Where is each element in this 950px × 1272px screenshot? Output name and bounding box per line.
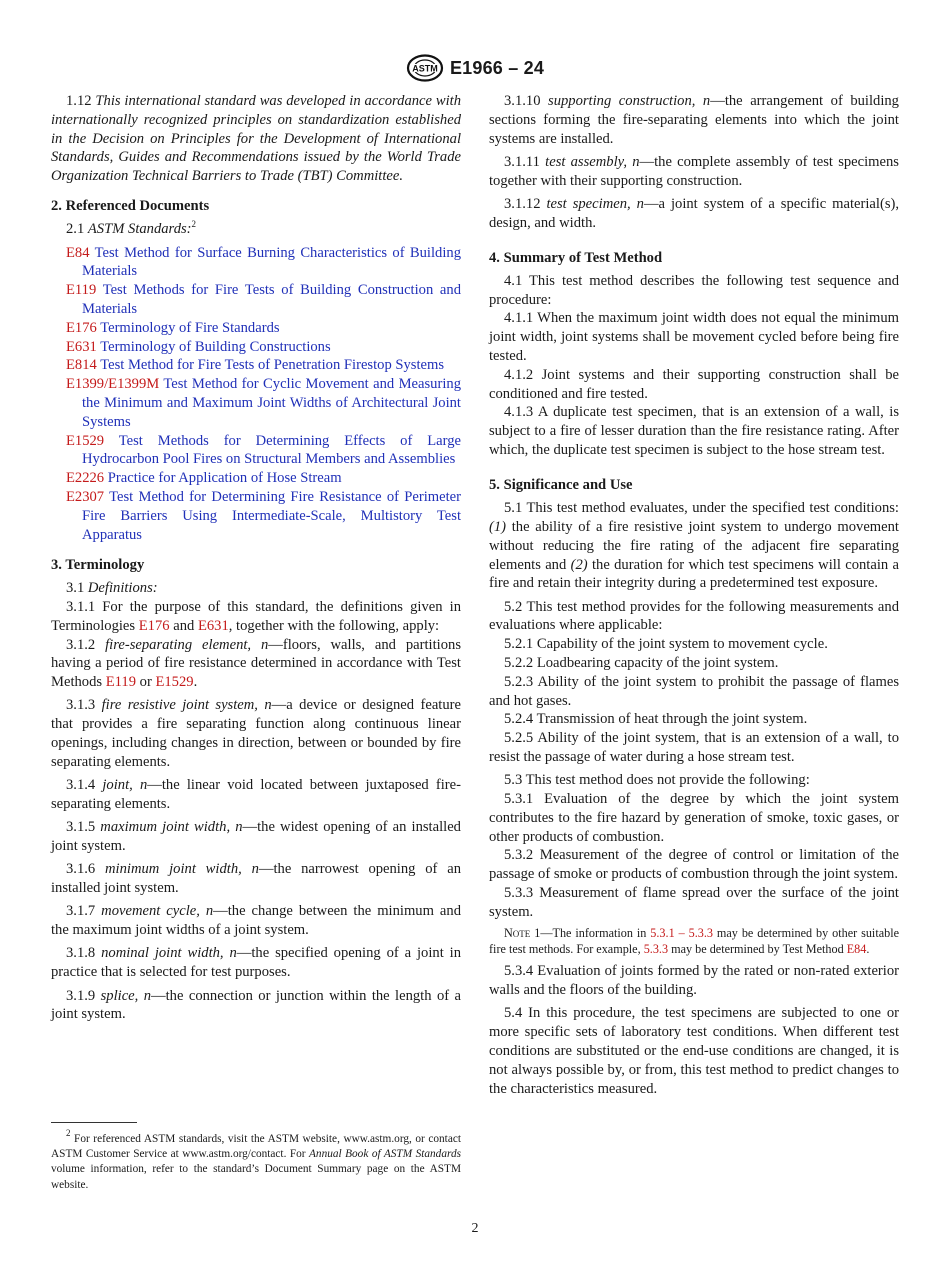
para-5-4: 5.4 In this procedure, the test specimens are subjected to one or more specific sets of laboratory test conditions. When different test conditions are substituted or the end-use conditions are changed, it is not always possible by, or from, this test method to predict changes to the characteristics measured.	[489, 1005, 899, 1097]
link-e631[interactable]: E631	[197, 617, 229, 634]
link-e84-note[interactable]: E84	[846, 941, 867, 956]
reference-item	[51, 281, 461, 319]
para-5-2-3: 5.2.3 Ability of the joint system to prohibit the passage of flames and hot gases.	[489, 673, 899, 709]
left-column	[51, 92, 461, 1029]
para-5-3-1: 5.3.1 Evaluation of the degree by which the joint system contributes to the fire hazard by generation of smoke, toxic gases, or other products of combustion.	[489, 791, 899, 845]
reference-item	[51, 375, 461, 431]
para-4-1-2: 4.1.2 Joint systems and their supporting construction shall be conditioned and fire tested.	[489, 366, 899, 402]
para-2-1: 2.1 ASTM Standards:$^2$	[66, 219, 197, 238]
para-4-1-1: 4.1.1 When the maximum joint width does not equal the minimum joint width, joint systems shall be movement cycled before being fire tested.	[489, 310, 899, 365]
para-3-1-7: 3.1.7 movement cycle, n—the change between the minimum and the maximum joint widths of a joint system.	[51, 903, 461, 939]
section-heading-3: 3. Terminology	[51, 557, 145, 574]
para-5-3-3: 5.3.3 Measurement of flame spread over the surface of the joint system.	[489, 885, 899, 920]
reference-code-link[interactable]: E631	[66, 338, 97, 355]
page-number: 2	[471, 1221, 479, 1236]
para-4-1-3: 4.1.3 A duplicate test specimen, that is an extension of a wall, is subject to a fire of lesser duration than the fire resistance rating. After which, the duplicate test specimen is subject to the hose stream test.	[489, 404, 899, 459]
para-3-1-6: 3.1.6 minimum joint width, n—the narrowest opening of an installed joint system.	[51, 861, 461, 897]
section-heading-5: 5. Significance and Use	[489, 477, 633, 494]
reference-title-link[interactable]: Test Method for Cyclic Movement and Measuring the Minimum and Maximum Joint Widths of Architectural Joint Systems	[82, 376, 461, 430]
reference-title-link[interactable]: Test Method for Fire Tests of Penetration Firestop Systems	[100, 357, 445, 374]
reference-item	[51, 488, 461, 544]
svg-text:ASTM: ASTM	[412, 63, 438, 74]
section-heading-4: 4. Summary of Test Method	[489, 250, 663, 267]
astm-logo-icon	[406, 54, 444, 82]
reference-code-link[interactable]: E2307	[66, 488, 105, 505]
para-3-1-8: 3.1.8 nominal joint width, n—the specified opening of a joint in practice that is selected for test purposes.	[51, 945, 462, 981]
para-3-1-5: 3.1.5 maximum joint width, n—the widest opening of an installed joint system.	[51, 819, 461, 854]
reference-title-link[interactable]: Terminology of Fire Standards	[100, 319, 280, 336]
link-5-3-1-5-3-3[interactable]: 5.3.1 – 5.3.3	[650, 926, 713, 941]
reference-code-link[interactable]: E1529	[66, 432, 105, 449]
reference-item	[51, 432, 461, 470]
footnote-divider	[51, 1122, 137, 1123]
page-header	[0, 54, 950, 82]
para-3-1-2: 3.1.2 fire-separating element, n—floors, walls, and partitions having a period of fire resistance determined in accordance with Test Methods E119 or E1529.	[51, 636, 461, 691]
reference-title-link[interactable]: Terminology of Building Constructions	[100, 338, 331, 355]
reference-item	[51, 244, 461, 282]
link-e176[interactable]: E176	[138, 617, 170, 634]
para-3-1: 3.1 Definitions:	[66, 580, 158, 597]
link-e1529[interactable]: E1529	[155, 674, 194, 691]
section-heading-2: 2. Referenced Documents	[51, 198, 210, 215]
para-1-12: 1.12 This international standard was developed in accordance with internationally recognized principles on standardization established in the Decision on Principles for the Development of International Standards, Guides and Recommendations issued by the World Trade Organization Technical Barriers to Trade (TBT) Committee.	[51, 93, 462, 185]
reference-title-link[interactable]: Test Methods for Fire Tests of Building Construction and Materials	[82, 282, 461, 317]
reference-title-link[interactable]: Test Method for Determining Fire Resistance of Perimeter Fire Barriers Using Intermediate-Scale, Multistory Test Apparatus	[82, 488, 461, 543]
link-e119[interactable]: E119	[105, 674, 136, 691]
reference-item	[51, 338, 461, 357]
note-1: Note 1—The information in 5.3.1 – 5.3.3 may be determined by other suitable fire test methods. For example, 5.3.3 may be determined by Test Method E84.	[489, 926, 900, 956]
reference-code-link[interactable]: E84	[66, 244, 90, 261]
reference-code-link[interactable]: E1399/E1399M	[66, 376, 160, 393]
reference-title-link[interactable]: Practice for Application of Hose Stream	[107, 470, 342, 487]
para-5-2: 5.2 This test method provides for the following measurements and evaluations where applicable:	[489, 598, 899, 634]
reference-code-link[interactable]: E176	[66, 319, 97, 336]
reference-item	[51, 319, 461, 338]
para-3-1-1: 3.1.1 For the purpose of this standard, the definitions given in Terminologies E176 and E631, together with the following, apply:	[51, 598, 461, 634]
referenced-documents-list	[51, 244, 461, 545]
reference-code-link[interactable]: E2226	[66, 470, 105, 487]
para-5-3: 5.3 This test method does not provide the following:	[504, 772, 810, 789]
para-3-1-10: 3.1.10 supporting construction, n—the arrangement of building sections forming the fire-separating elements into which the joint systems are installed.	[489, 93, 899, 147]
para-5-2-1: 5.2.1 Capability of the joint system to movement cycle.	[504, 636, 828, 653]
para-3-1-11: 3.1.11 test assembly, n—the complete assembly of test specimens together with their supporting construction.	[489, 153, 899, 189]
para-3-1-4: 3.1.4 joint, n—the linear void located between juxtaposed fire-separating elements.	[51, 777, 462, 812]
reference-item	[51, 469, 461, 488]
reference-code-link[interactable]: E814	[66, 357, 97, 374]
para-5-1: 5.1 This test method evaluates, under the specified test conditions: (1) the ability of a fire resistive joint system to undergo movement without reducing the fire rating of the adjacent fire separating elements and (2) the duration for which test specimens will contain a fire and retain their integrity during a predetermined test exposure.	[489, 500, 899, 592]
reference-title-link[interactable]: Test Method for Surface Burning Characteristics of Building Materials	[82, 244, 461, 280]
para-5-2-4: 5.2.4 Transmission of heat through the joint system.	[504, 711, 808, 728]
reference-item	[51, 356, 461, 375]
link-5-3-3[interactable]: 5.3.3	[643, 941, 669, 956]
para-5-3-4: 5.3.4 Evaluation of joints formed by the rated or non-rated exterior walls and the floors of the building.	[489, 963, 899, 999]
para-3-1-12: 3.1.12 test specimen, n—a joint system of a specific material(s), design, and width.	[489, 195, 900, 231]
para-5-3-2: 5.3.2 Measurement of the degree of control or limitation of the passage of smoke or products of combustion through the joint system.	[489, 847, 899, 883]
reference-title-link[interactable]: Test Methods for Determining Effects of Large Hydrocarbon Pool Fires on Structural Members and Assemblies	[82, 432, 461, 468]
para-5-2-5: 5.2.5 Ability of the joint system, that is an extension of a wall, to resist the passage of water during a hose stream test.	[489, 730, 899, 765]
para-3-1-9: 3.1.9 splice, n—the connection or junction within the length of a joint system.	[51, 987, 461, 1023]
para-4-1: 4.1 This test method describes the following test sequence and procedure:	[489, 272, 899, 308]
document-id: E1966 – 24	[449, 57, 545, 78]
reference-code-link[interactable]: E119	[66, 282, 97, 299]
right-column	[489, 92, 899, 1103]
footnote-2: $^2$ For referenced ASTM standards, visit the ASTM website, www.astm.org, or contact ASTM Customer Service at www.astm.org/contact. For Annual Book of ASTM Standards volume information, refer to the standard’s Document Summary page on the ASTM website.	[51, 1128, 461, 1191]
para-5-2-2: 5.2.2 Loadbearing capacity of the joint system.	[504, 655, 779, 672]
para-3-1-3: 3.1.3 fire resistive joint system, n—a device or designed feature that provides a fire separating function along continuous linear openings, including changes in direction, between or bounded by fire separating elements.	[51, 697, 461, 770]
